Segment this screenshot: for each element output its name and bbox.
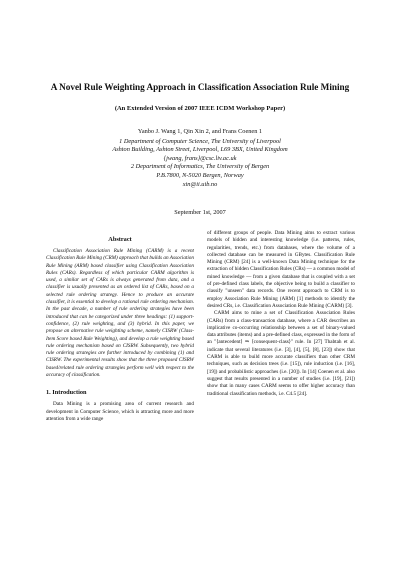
right-column	[207, 230, 355, 398]
left-column	[46, 230, 194, 423]
affiliation-2-email: xin@ii.uib.no	[182, 180, 218, 188]
affiliation-1	[0, 138, 400, 164]
affiliation-1-line: 1 Department of Computer Science, The University of Liverpool	[119, 137, 281, 145]
affiliation-1-email: {jwang, frans}@csc.liv.ac.uk	[163, 154, 237, 162]
paper-title: A Novel Rule Weighting Approach in Classification Association Rule Mining	[50, 82, 350, 92]
author-block	[0, 128, 400, 189]
body-paragraph: of different groups of people. Data Mining aims to extract various models of hidden and interesting knowledge (i.e. patterns, rules, regularities, trends, etc.) from databases, where the volume of a collected database can be measured in GBytes. Classification Rule Mining (CRM) [24] is a well-known Data Mining technique for the extraction of hidden Classification Rules (CRs) — a common model of mined knowledge — from a given database that is coupled with a set of pre-defined class labels, the objective being to build a classifier to classify "unseen" data records. One recent approach to CRM is to employ Association Rule Mining (ARM) [1] methods to identify the desired CRs, i.e. Classification Association Rule Mining (CARM) [3].	[207, 230, 355, 309]
affiliation-2	[0, 163, 400, 189]
abstract-heading: Abstract	[108, 236, 132, 243]
author-names: Yanbo J. Wang 1, Qin Xin 2, and Frans Coenen 1	[137, 128, 263, 135]
abstract-text: Classification Association Rule Mining (CARM) is a recent Classification Rule Mining (CRM) approach that builds an Association Rule Mining (ARM) based classifier using Classification Association Rules (CARs). Regardless of which particular CARM algorithm is used, a similar set of CARs is always generated from data, and a classifier is usually presented as an ordered list of CARs, based on a selected rule ordering strategy. Hence to produce an accurate classifier, it is essential to develop a rational rule ordering mechanism. In the past decade, a number of rule ordering strategies have been introduced that can be categorized under three headings: (1) support-confidence, (2) rule weighting, and (3) hybrid. In this paper, we propose an alternative rule weighting scheme, namely CISRW (Class-Item Score based Rule Weighting), and develop a rule weighting based rule ordering mechanism based on CISRW. Subsequently, two hybrid rule ordering strategies are further introduced by combining (1) and CISRW. The experimental results show that the three proposed CISRW based/related rule ordering strategies perform well with respect to the accuracy of classification.	[46, 248, 194, 379]
intro-text: Data Mining is a promising area of current research and development in Computer Science, which is attracting more and more attention from a wide range	[46, 401, 194, 422]
affiliation-2-line: P.B.7800, N-5020 Bergen, Norway	[156, 171, 244, 179]
body-paragraph: CARM aims to mine a set of Classification Association Rules (CARs) from a class-transaction database, where a CAR describes an implicative co-occurring relationship between a set of binary-valued data attributes (items) and a pre-defined class, expressed in the form of an "⟨antecedent⟩ ⇒ ⟨consequent-class⟩" rule. In [27] Thabtah et al. indicate that several literatures (i.e. [3], [4], [5], [8], [23]) show that CARM is able to build more accurate classifiers than other CRM techniques, such as decision trees (i.e. [15]), rule induction (i.e. [16], [19]) and probabilistic approaches (i.e. [20]). In [14] Coenen et al. also suggest that results presented in a number of studies (i.e. [19], [21]) show that in many cases CARM seems to offer higher accuracy than traditional classification methods, i.e. C4.5 [24].	[207, 310, 355, 397]
paper-date: September 1st, 2007	[174, 209, 226, 216]
paper-subtitle: (An Extended Version of 2007 IEEE ICDM Workshop Paper)	[114, 105, 286, 112]
affiliation-1-line: Ashton Building, Ashton Street, Liverpool, L69 3BX, United Kingdom	[112, 146, 288, 154]
affiliation-2-line: 2 Department of Informatics, The University of Bergen	[130, 163, 270, 171]
intro-heading: 1. Introduction	[46, 389, 87, 397]
